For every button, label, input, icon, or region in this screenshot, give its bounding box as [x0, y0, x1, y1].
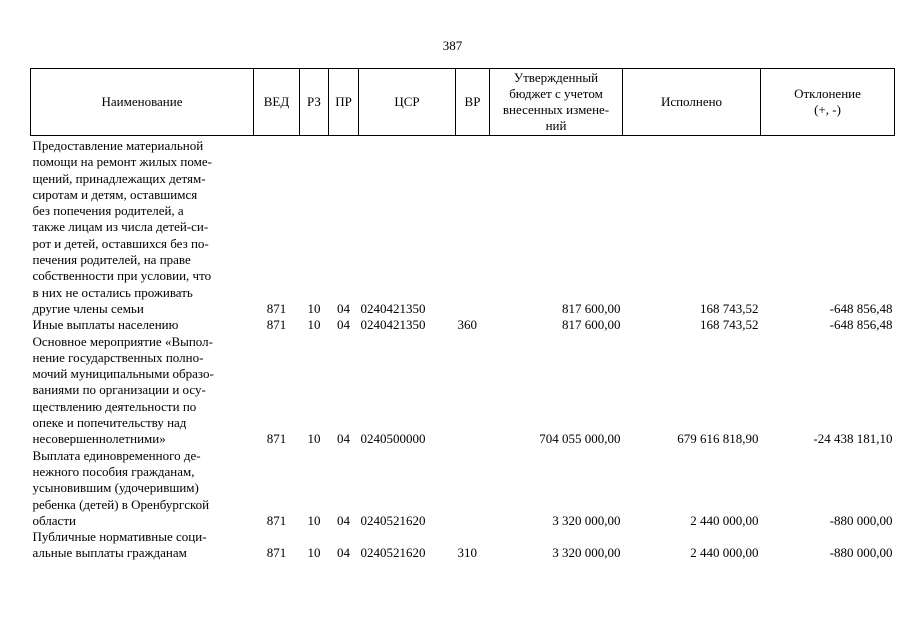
header-approved-line: внесенных измене- [502, 102, 610, 117]
cell-name [31, 136, 254, 318]
name-line: щений, принадлежащих детям- [32, 170, 206, 186]
name-line: Иные выплаты населению [32, 317, 179, 333]
cell-name [31, 334, 254, 448]
cell-vr [456, 334, 490, 448]
name-line: рот и детей, оставшихся без по- [32, 235, 209, 251]
cell-vr [456, 136, 490, 318]
name-line: области [32, 512, 76, 528]
name-line: Предоставление материальной [32, 138, 204, 153]
cell-executed: 679 616 818,90 [677, 431, 759, 447]
cell-rz: 10 [307, 431, 321, 447]
cell-ved: 871 [266, 300, 287, 316]
name-line: ваниями по организации и осу- [32, 382, 206, 398]
cell-deviation: -648 856,48 [829, 317, 893, 333]
header-executed: Исполнено [623, 69, 761, 136]
cell-rz: 10 [307, 300, 321, 316]
header-row [31, 69, 895, 136]
cell-approved: 3 320 000,00 [552, 512, 621, 528]
header-rz: РЗ [300, 69, 329, 136]
header-approved-line: бюджет с учетом [509, 86, 603, 101]
header-deviation [761, 69, 895, 136]
table-row [31, 136, 895, 318]
cell-approved: 3 320 000,00 [552, 545, 621, 561]
table-body [31, 136, 895, 562]
header-pr: ПР [329, 69, 359, 136]
cell-executed: 168 743,52 [700, 317, 759, 333]
cell-pr: 04 [337, 431, 350, 447]
cell-csr: 0240421350 [360, 300, 426, 316]
name-line: ществлению деятельности по [32, 398, 197, 414]
cell-executed: 2 440 000,00 [690, 512, 759, 528]
cell-pr: 04 [337, 545, 350, 561]
name-line: другие члены семьи [32, 300, 144, 316]
cell-pr: 04 [337, 317, 350, 333]
header-approved-line: ний [545, 118, 567, 133]
cell-approved: 817 600,00 [562, 317, 621, 333]
name-line: мочий муниципальными образо- [32, 366, 214, 382]
cell-rz: 10 [307, 545, 321, 561]
header-name: Наименование [31, 69, 254, 136]
name-line: Публичные нормативные соци- [32, 529, 207, 545]
cell-csr: 0240500000 [360, 431, 426, 447]
cell-ved: 871 [266, 512, 287, 528]
cell-rz: 10 [307, 317, 321, 333]
cell-vr [456, 448, 490, 529]
cell-approved: 704 055 000,00 [539, 431, 621, 447]
budget-table [30, 68, 895, 562]
header-csr: ЦСР [359, 69, 456, 136]
cell-ved: 871 [266, 317, 287, 333]
cell-pr: 04 [337, 300, 350, 316]
cell-deviation: -24 438 181,10 [813, 431, 893, 447]
header-deviation-line: (+, -) [814, 102, 841, 117]
name-line: ребенка (детей) в Оренбургской [32, 496, 210, 512]
cell-executed: 168 743,52 [700, 300, 759, 316]
cell-deviation: -880 000,00 [829, 512, 893, 528]
page-number: 387 [442, 38, 463, 53]
name-line: нение государственных полно- [32, 349, 204, 365]
header-ved: ВЕД [254, 69, 300, 136]
cell-ved: 871 [266, 545, 287, 561]
name-line: сиротам и детям, оставшимся [32, 186, 198, 202]
cell-name [31, 529, 254, 562]
cell-csr: 0240521620 [360, 545, 426, 561]
table-row [31, 334, 895, 448]
name-line: печения родителей, на праве [32, 252, 191, 268]
name-line: опеке и попечительству над [32, 415, 187, 431]
header-vr: ВР [456, 69, 490, 136]
table-row [31, 529, 895, 562]
header-approved-line: Утвержденный [513, 70, 599, 85]
name-line: альные выплаты гражданам [32, 545, 187, 561]
name-line: Выплата единовременного де- [32, 447, 201, 463]
cell-deviation: -648 856,48 [829, 300, 893, 316]
name-line: нежного пособия гражданам, [32, 463, 195, 479]
name-line: собственности при условии, что [32, 268, 212, 284]
cell-rz: 10 [307, 512, 321, 528]
cell-name [31, 317, 254, 333]
cell-pr: 04 [337, 512, 350, 528]
cell-name [31, 448, 254, 529]
name-line: в них не остались проживать [32, 284, 193, 300]
name-line: несовершеннолетними» [32, 431, 166, 447]
cell-deviation: -880 000,00 [829, 545, 893, 561]
header-approved-budget [490, 69, 623, 136]
name-line: усыновившим (удочерившим) [32, 480, 199, 496]
name-line: также лицам из числа детей-си- [32, 219, 209, 235]
cell-approved: 817 600,00 [562, 300, 621, 316]
name-line: помощи на ремонт жилых поме- [32, 154, 212, 170]
cell-csr: 0240521620 [360, 512, 426, 528]
header-deviation-line: Отклонение [794, 86, 861, 101]
cell-ved: 871 [266, 431, 287, 447]
table-row [31, 317, 895, 333]
name-line: без попечения родителей, а [32, 203, 184, 219]
cell-csr: 0240421350 [360, 317, 426, 333]
cell-vr: 360 [457, 317, 477, 333]
table-row [31, 448, 895, 529]
cell-vr: 310 [457, 545, 477, 561]
name-line: Основное мероприятие «Выпол- [32, 333, 213, 349]
cell-executed: 2 440 000,00 [690, 545, 759, 561]
